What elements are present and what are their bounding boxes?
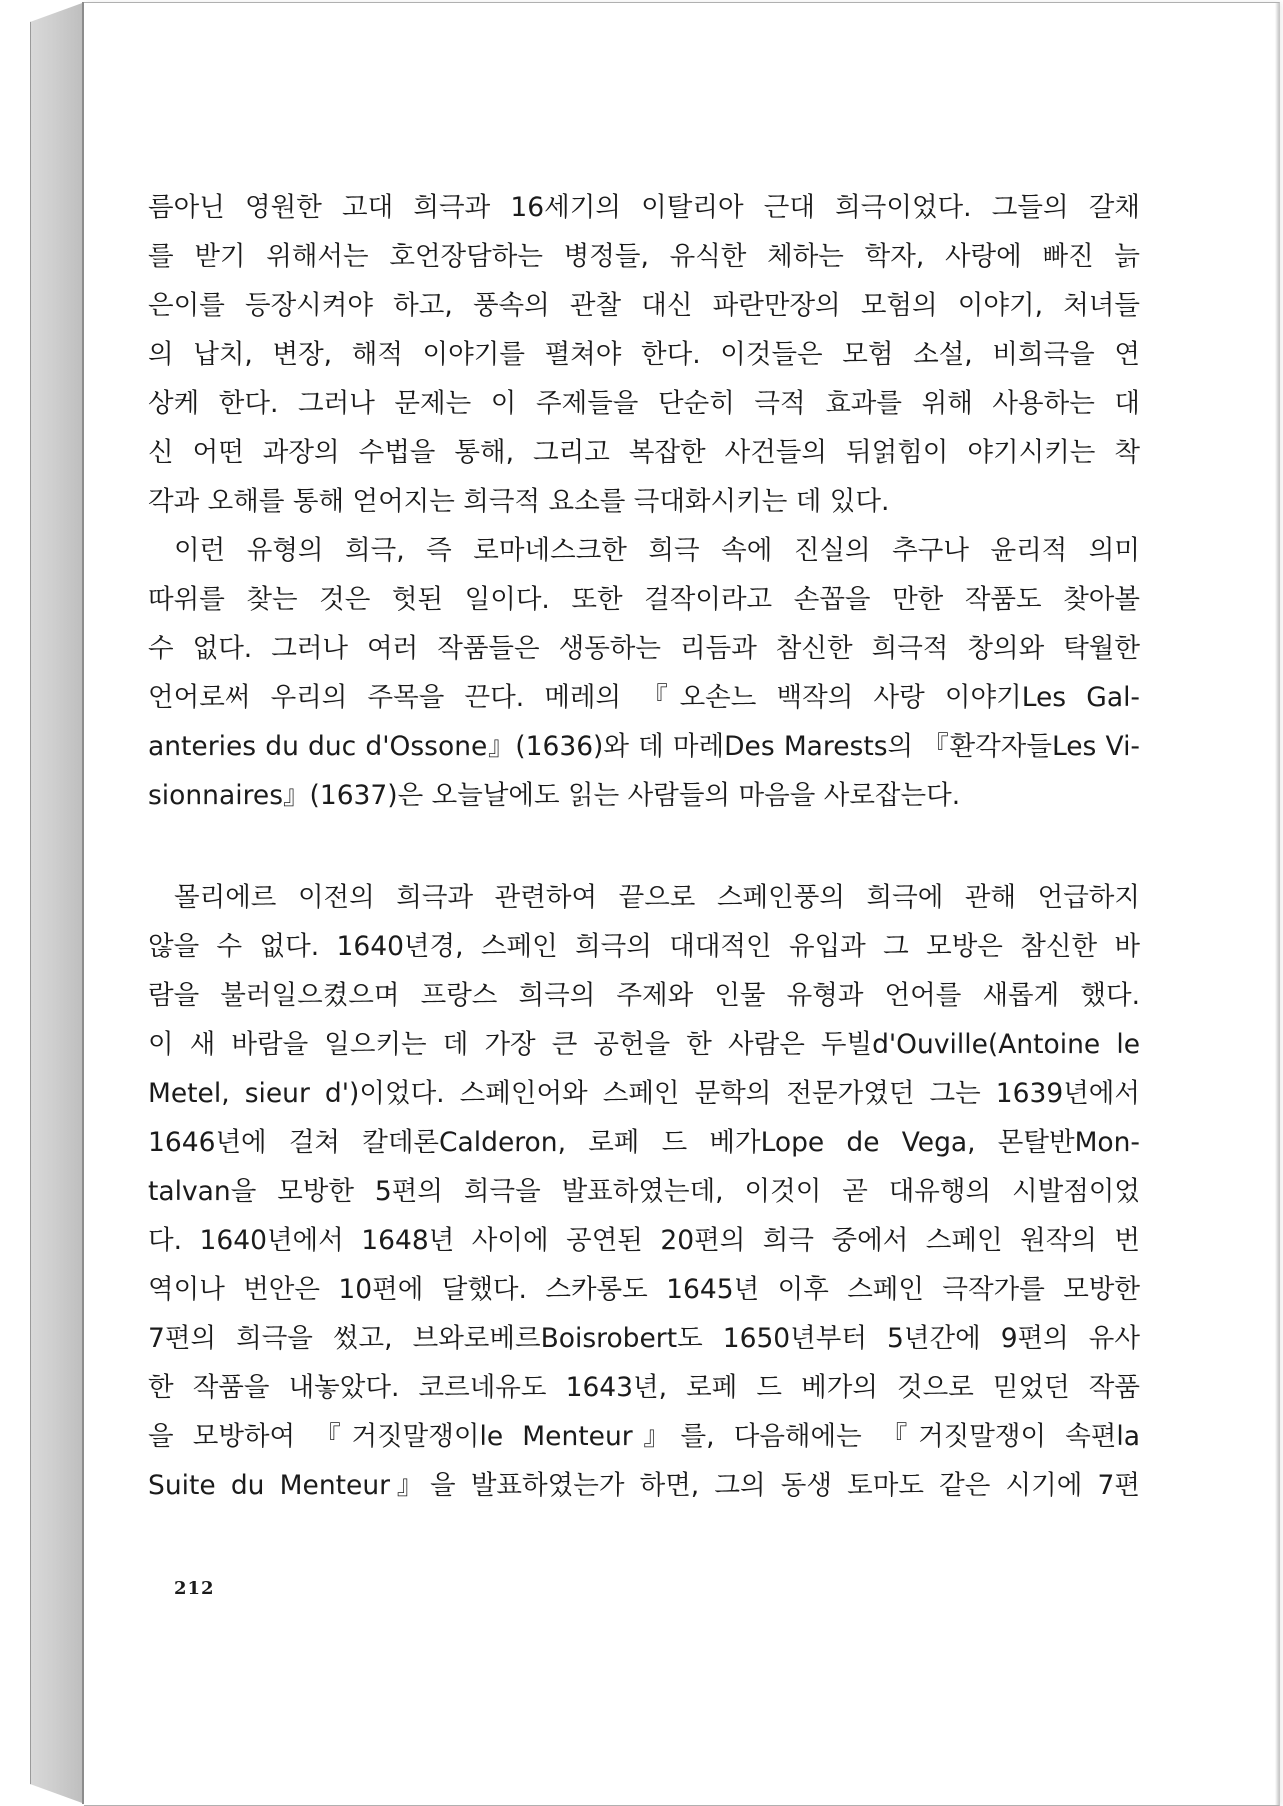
section-gap: [148, 820, 1140, 873]
text-line: 의 납치, 변장, 해적 이야기를 펼쳐야 한다. 이것들은 모험 소설, 비희극을 연: [148, 339, 1140, 370]
text-line: 다. 1640년에서 1648년 사이에 공연된 20편의 희극 중에서 스페인 원작의 번: [148, 1225, 1140, 1256]
text-line: Suite du Menteur』을 발표하였는가 하면, 그의 동생 토마도 같은 시기에 7편: [148, 1470, 1140, 1501]
text-line: 수 없다. 그러나 여러 작품들은 생동하는 리듬과 참신한 희극적 창의와 탁월한: [148, 633, 1140, 664]
page-number: 212: [174, 1578, 215, 1599]
text-line: 7편의 희극을 썼고, 브와로베르Boisrobert도 1650년부터 5년간에 9편의 유사: [148, 1323, 1140, 1354]
text-line: anteries du duc d'Ossone』(1636)와 데 마레Des Marests의 『환각자들Les Vi-: [148, 731, 1140, 762]
body-text: [148, 183, 1140, 1510]
text-line: 를 받기 위해서는 호언장담하는 병정들, 유식한 체하는 학자, 사랑에 빠진 늙: [148, 241, 1140, 272]
text-line: 상케 한다. 그러나 문제는 이 주제들을 단순히 극적 효과를 위해 사용하는 대: [148, 388, 1140, 419]
text-line: Metel, sieur d')이었다. 스페인어와 스페인 문학의 전문가였던 그는 1639년에서: [148, 1078, 1140, 1109]
text-line: 1646년에 걸쳐 칼데론Calderon, 로페 드 베가Lope de Vega, 몬탈반Mon-: [148, 1127, 1140, 1158]
book-cover-edge: [30, 2, 85, 1804]
text-line: 람을 불러일으켰으며 프랑스 희극의 주제와 인물 유형과 언어를 새롭게 했다.: [148, 980, 1140, 1011]
paragraph: [148, 526, 1140, 820]
paragraph: [148, 873, 1140, 1510]
text-line: 신 어떤 과장의 수법을 통해, 그리고 복잡한 사건들의 뒤얽힘이 야기시키는 착: [148, 437, 1140, 468]
text-line: 한 작품을 내놓았다. 코르네유도 1643년, 로페 드 베가의 것으로 믿었던 작품: [148, 1372, 1140, 1403]
text-line: 이 새 바람을 일으키는 데 가장 큰 공헌을 한 사람은 두빌d'Ouville(Antoine le: [148, 1029, 1140, 1060]
text-line: 은이를 등장시켜야 하고, 풍속의 관찰 대신 파란만장의 모험의 이야기, 처녀들: [148, 290, 1140, 321]
text-line: sionnaires』(1637)은 오늘날에도 읽는 사람들의 마음을 사로잡는다.: [148, 780, 961, 811]
paragraph: [148, 183, 1140, 526]
page-edge-shadow: [1275, 3, 1279, 1805]
text-line: 역이나 번안은 10편에 달했다. 스카롱도 1645년 이후 스페인 극작가를 모방한: [148, 1274, 1140, 1305]
text-line: 름아닌 영원한 고대 희극과 16세기의 이탈리아 근대 희극이었다. 그들의 갈채: [148, 192, 1140, 223]
text-line: 언어로써 우리의 주목을 끈다. 메레의 『오손느 백작의 사랑 이야기Les Gal-: [148, 682, 1140, 713]
text-line: 을 모방하여 『거짓말쟁이le Menteur』를, 다음해에는 『거짓말쟁이 속편la: [148, 1421, 1140, 1452]
text-line: 이런 유형의 희극, 즉 로마네스크한 희극 속에 진실의 추구나 윤리적 의미: [174, 535, 1140, 566]
text-line: 각과 오해를 통해 얻어지는 희극적 요소를 극대화시키는 데 있다.: [148, 486, 890, 517]
text-line: 따위를 찾는 것은 헛된 일이다. 또한 걸작이라고 손꼽을 만한 작품도 찾아볼: [148, 584, 1140, 615]
text-line: 몰리에르 이전의 희극과 관련하여 끝으로 스페인풍의 희극에 관해 언급하지: [174, 882, 1140, 913]
text-line: talvan을 모방한 5편의 희극을 발표하였는데, 이것이 곧 대유행의 시발점이었: [148, 1176, 1140, 1207]
text-line: 않을 수 없다. 1640년경, 스페인 희극의 대대적인 유입과 그 모방은 참신한 바: [148, 931, 1140, 962]
